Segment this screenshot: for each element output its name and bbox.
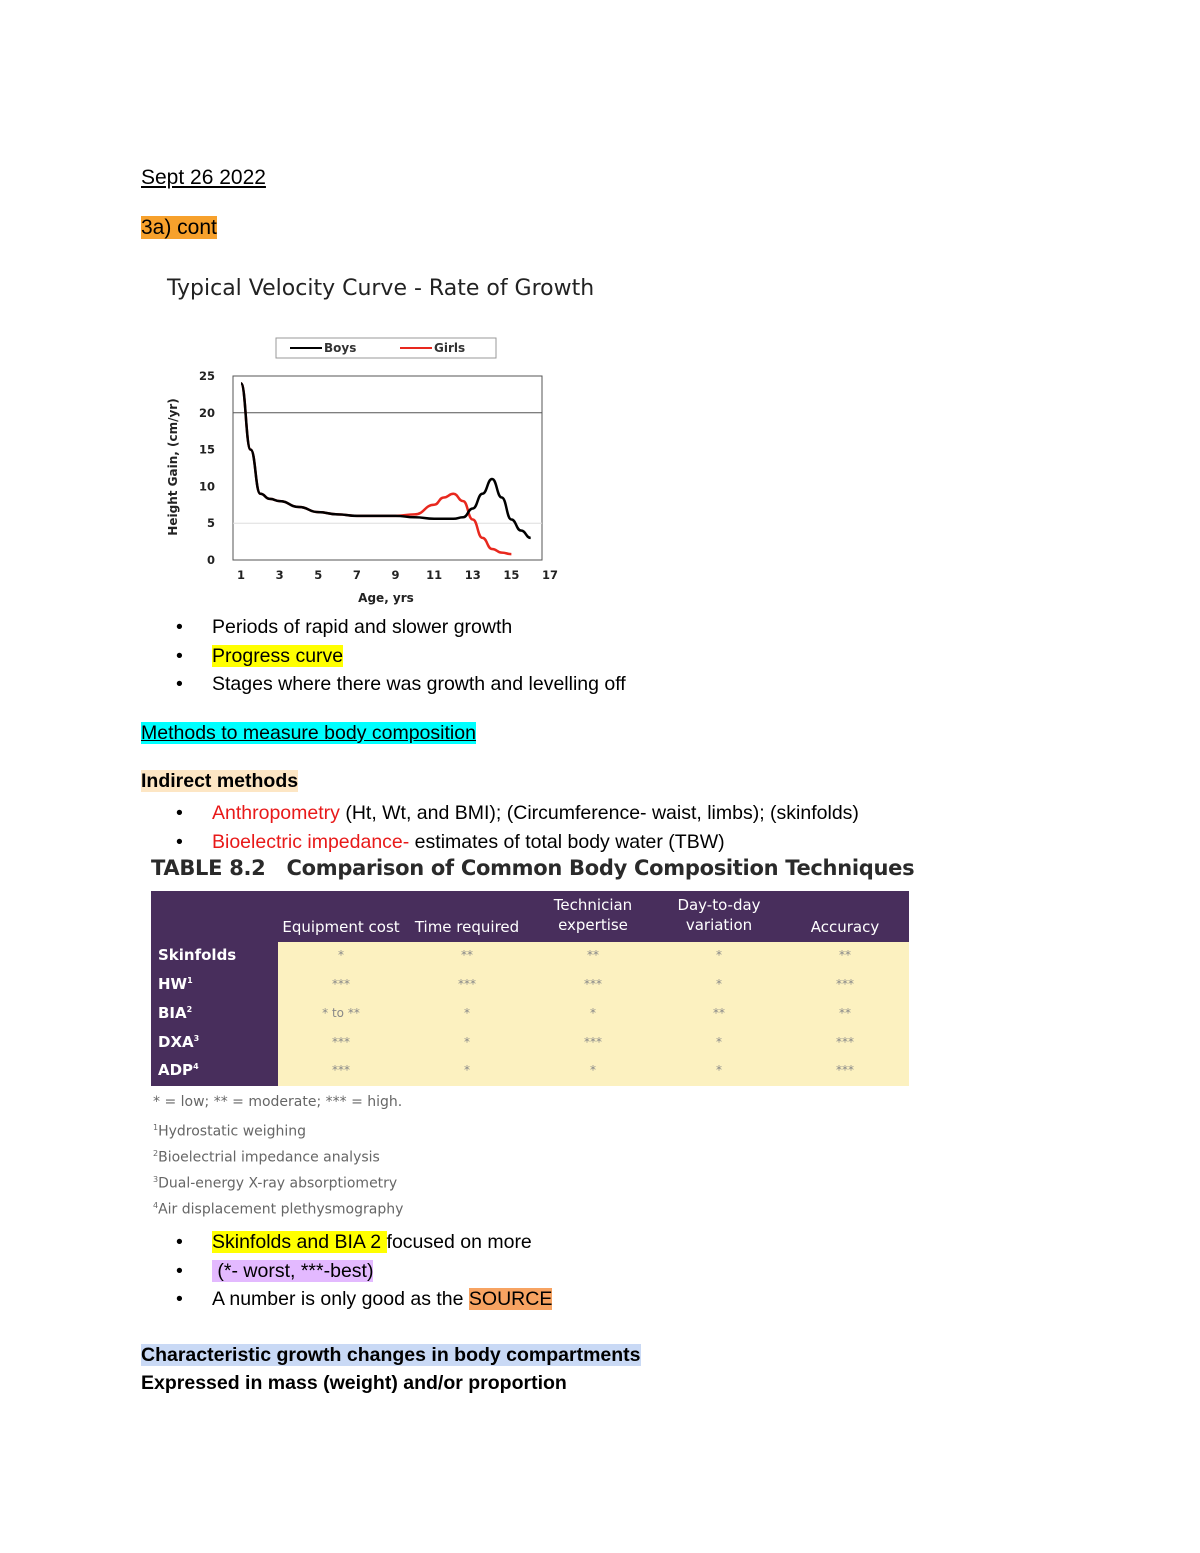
chart-title: Typical Velocity Curve - Rate of Growth bbox=[167, 276, 595, 301]
note-sup: 3 bbox=[153, 1175, 159, 1184]
row-label bbox=[158, 1061, 199, 1079]
row-label-sup: 1 bbox=[187, 976, 193, 985]
row-label-text: HW bbox=[158, 975, 188, 993]
x-tick-label: 5 bbox=[314, 568, 323, 582]
column-header-text: Equipment cost bbox=[282, 918, 400, 936]
expressed-heading: Expressed in mass (weight) and/or proportion bbox=[141, 1372, 567, 1394]
column-header-text: variation bbox=[685, 916, 753, 934]
indirect-heading bbox=[141, 770, 298, 793]
table-notes bbox=[153, 1089, 403, 1219]
y-tick-label: 20 bbox=[198, 405, 215, 420]
indirect-heading-text: Indirect methods bbox=[141, 770, 299, 792]
row-label-text: DXA bbox=[158, 1033, 194, 1051]
list-item bbox=[176, 799, 859, 828]
bullet-dot: • bbox=[176, 673, 183, 696]
x-tick-label: 13 bbox=[464, 568, 481, 582]
table-cell: * bbox=[464, 1035, 470, 1049]
column-header-text: Time required bbox=[414, 918, 520, 936]
methods-heading-text: Methods to measure body composition bbox=[141, 722, 476, 744]
bullet-text: (*- worst, ***-best) bbox=[217, 1259, 374, 1282]
table-cell: *** bbox=[836, 1035, 854, 1049]
table-cell: ** bbox=[839, 948, 851, 962]
methods-heading bbox=[141, 722, 476, 745]
table-cell: * bbox=[716, 977, 722, 991]
growth-bullets bbox=[176, 613, 626, 699]
table-cell: *** bbox=[458, 977, 476, 991]
bullet-highlight bbox=[212, 1260, 373, 1282]
column-header-text: expertise bbox=[558, 916, 628, 934]
column-header bbox=[787, 917, 903, 937]
note-item bbox=[153, 1167, 403, 1193]
table-cell: ** bbox=[461, 948, 473, 962]
indirect-bullets bbox=[176, 799, 859, 856]
growth-changes-heading bbox=[141, 1344, 641, 1367]
bullet-text: Progress curve bbox=[212, 644, 344, 667]
note-item bbox=[153, 1115, 403, 1141]
column-header bbox=[407, 917, 527, 937]
table-cell: * bbox=[716, 1035, 722, 1049]
note-text: Air displacement plethysmography bbox=[158, 1201, 404, 1218]
table-cell: ** bbox=[587, 948, 599, 962]
note-item bbox=[153, 1089, 403, 1115]
table-cell: * bbox=[716, 1063, 722, 1077]
y-tick-label: 25 bbox=[198, 369, 215, 383]
bullet-dot: • bbox=[176, 616, 183, 638]
plot-area bbox=[233, 376, 542, 560]
table-cell: ** bbox=[839, 1006, 851, 1020]
list-item bbox=[176, 642, 626, 671]
table-bullets bbox=[176, 1228, 552, 1314]
table-cell: * bbox=[338, 948, 344, 962]
x-tick-label: 15 bbox=[503, 568, 520, 582]
list-item bbox=[176, 613, 626, 642]
row-label bbox=[158, 1004, 192, 1022]
x-tick-label: 9 bbox=[391, 568, 400, 582]
table-cell: * to ** bbox=[322, 1006, 360, 1020]
row-label-sup: 2 bbox=[186, 1005, 193, 1014]
x-tick-label: 11 bbox=[426, 568, 443, 582]
table-cell: *** bbox=[836, 1063, 854, 1077]
bullet-dot: • bbox=[176, 1259, 183, 1282]
table-cell: *** bbox=[836, 977, 854, 991]
table-cell: * bbox=[464, 1006, 470, 1020]
note-item bbox=[153, 1141, 403, 1167]
row-label-text: ADP bbox=[158, 1061, 194, 1079]
row-label-text: BIA bbox=[158, 1004, 187, 1022]
row-label bbox=[158, 975, 193, 993]
column-header bbox=[535, 895, 651, 935]
anthropometry-desc: (Ht, Wt, and BMI); (Circumference- waist, limbs); (skinfolds) bbox=[339, 802, 859, 824]
row-label-sup: 4 bbox=[193, 1062, 199, 1071]
y-tick-label: 0 bbox=[206, 553, 215, 567]
velocity-chart bbox=[150, 330, 570, 610]
note-text: Hydrostatic weighing bbox=[158, 1123, 307, 1140]
note-text: * = low; ** = moderate; *** = high. bbox=[153, 1094, 403, 1110]
legend-label-boys: Boys bbox=[324, 341, 357, 355]
table-cell: * bbox=[590, 1006, 596, 1020]
x-tick-label: 17 bbox=[541, 568, 559, 582]
bullet-dot: • bbox=[176, 1231, 183, 1253]
table-cell: *** bbox=[584, 977, 602, 991]
y-tick-label: 10 bbox=[198, 479, 215, 494]
list-item bbox=[176, 670, 626, 699]
table-cell: *** bbox=[584, 1035, 602, 1049]
note-text: Bioelectrial impedance analysis bbox=[158, 1149, 380, 1166]
row-label-sup: 3 bbox=[193, 1034, 200, 1043]
y-axis-label: Height Gain, (cm/yr) bbox=[166, 398, 180, 536]
bullet-dot: • bbox=[176, 830, 183, 853]
date-heading: Sept 26 2022 bbox=[141, 166, 266, 189]
note-sup: 2 bbox=[153, 1149, 159, 1158]
list-item bbox=[176, 1228, 552, 1257]
table-cell: * bbox=[464, 1063, 470, 1077]
bullet-dot: • bbox=[176, 1288, 183, 1311]
x-tick-label: 3 bbox=[275, 568, 284, 582]
bia-desc: estimates of total body water (TBW) bbox=[409, 830, 725, 853]
source-highlight: SOURCE bbox=[468, 1288, 553, 1311]
row-label bbox=[158, 946, 236, 964]
comparison-table bbox=[151, 891, 909, 1086]
note-sup: 1 bbox=[153, 1123, 159, 1132]
bullet-dot: • bbox=[176, 802, 183, 824]
table-title: TABLE 8.2 Comparison of Common Body Composition Techniques bbox=[151, 856, 915, 880]
bullet-text: Stages where there was growth and levelling off bbox=[212, 673, 626, 696]
table-cell: * bbox=[590, 1063, 596, 1077]
row-label-text: Skinfolds bbox=[158, 946, 237, 964]
row-label bbox=[158, 1033, 199, 1051]
anthropometry-term: Anthropometry bbox=[212, 802, 340, 824]
table-cell: * bbox=[716, 948, 722, 962]
bullet-text: Periods of rapid and slower growth bbox=[212, 616, 513, 638]
section-3a-text: 3a) cont bbox=[141, 216, 217, 239]
list-item bbox=[176, 1257, 552, 1286]
bia-term: Bioelectric impedance- bbox=[212, 830, 410, 853]
list-item bbox=[176, 828, 859, 857]
bullet-text: focused on more bbox=[386, 1231, 532, 1253]
y-tick-label: 5 bbox=[206, 516, 215, 531]
table-cell: ** bbox=[713, 1006, 725, 1020]
x-tick-label: 1 bbox=[236, 568, 246, 582]
column-header-text: Day-to-day bbox=[677, 896, 761, 914]
note-sup: 4 bbox=[153, 1201, 159, 1210]
list-item bbox=[176, 1285, 552, 1314]
growth-changes-heading-text: Characteristic growth changes in body compartments bbox=[141, 1344, 641, 1366]
column-header-text: Technician bbox=[553, 896, 633, 914]
table-cell: *** bbox=[332, 977, 350, 991]
bullet-highlight: Skinfolds and BIA 2 bbox=[212, 1231, 387, 1253]
table-cell: *** bbox=[332, 1035, 350, 1049]
column-header bbox=[282, 917, 400, 937]
note-item bbox=[153, 1193, 403, 1219]
x-axis-label: Age, yrs bbox=[358, 591, 414, 605]
x-tick-label: 7 bbox=[352, 568, 361, 582]
bullet-dot: • bbox=[176, 644, 183, 667]
y-tick-label: 15 bbox=[198, 442, 215, 457]
table-cell: *** bbox=[332, 1063, 350, 1077]
chart-legend bbox=[276, 338, 496, 358]
column-header bbox=[661, 895, 777, 935]
bullet-text: A number is only good as the bbox=[212, 1288, 469, 1311]
legend-label-girls: Girls bbox=[434, 341, 466, 355]
note-text: Dual-energy X-ray absorptiometry bbox=[158, 1175, 398, 1192]
column-header-text: Accuracy bbox=[810, 918, 880, 936]
section-3a-label bbox=[141, 216, 217, 240]
